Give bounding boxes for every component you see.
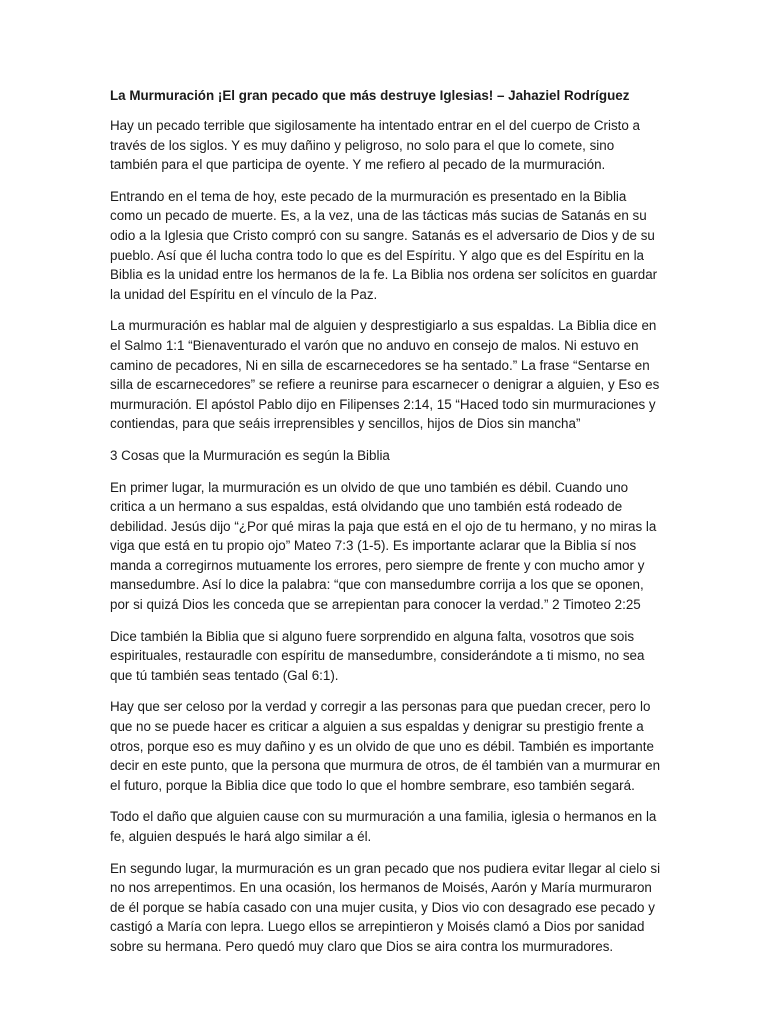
paragraph-intro: Hay un pecado terrible que sigilosamente ha intentado entrar en el del cuerpo de Cristo a través de los siglos. Y es muy dañino y peligroso, no solo para el que lo comete, sino también para el que participa de oyente. Y me refiero al pecado de la murmuración. xyxy=(110,118,641,173)
paragraph-definition: La murmuración es hablar mal de alguien y desprestigiarlo a sus espaldas. La Biblia dice en el Salmo 1:1 “Bienaventurado el varón que no anduvo en consejo de malos. Ni estuvo en camino de pecadores, Ni en silla de escarnecedores se ha sentado.” La frase “Sentarse en silla de escarnecedores” se refiere a reunirse para escarnecer o denigrar a alguien, y Eso es murmuración. El apóstol Pablo dijo en Filipenses 2:14, 15 “Haced todo sin murmuraciones y contiendas, para que seáis irreprensibles y sencillos, hijos de Dios sin mancha” xyxy=(110,318,660,432)
document-body xyxy=(110,86,662,969)
section-heading: 3 Cosas que la Murmuración es según la Biblia xyxy=(110,447,390,463)
paragraph-topic: Entrando en el tema de hoy, este pecado de la murmuración es presentado en la Biblia como un pecado de muerte. Es, a la vez, una de las tácticas más sucias de Satanás en su odio a la Iglesia que Cristo compró con su sangre. Satanás es el adversario de Dios y de su pueblo. Así que él lucha contra todo lo que es del Espíritu. Y algo que es del Espíritu en la Biblia es la unidad entre los hermanos de la fe. La Biblia nos ordena ser solícitos en guardar la unidad del Espíritu en el vínculo de la Paz. xyxy=(110,188,658,302)
paragraph-second-point: En segundo lugar, la murmuración es un gran pecado que nos pudiera evitar llegar al cielo si no nos arrepentimos. En una ocasión, los hermanos de Moisés, Aarón y María murmuraron de él porque se había casado con una mujer cusita, y Dios vio con desagrado ese pecado y castigó a María con lepra. Luego ellos se arrepintieron y Moisés clamó a Dios por sanidad sobre su hermana. Pero quedó muy claro que Dios se aira contra los murmuradores. xyxy=(110,860,661,954)
paragraph-galatians: Dice también la Biblia que si alguno fuere sorprendido en alguna falta, vosotros que sois espirituales, restauradle con espíritu de mansedumbre, considerándote a ti mismo, no sea que tú también seas tentado (Gal 6:1). xyxy=(110,628,645,683)
paragraph-zeal: Hay que ser celoso por la verdad y corregir a las personas para que puedan crecer, pero lo que no se puede hacer es criticar a alguien a sus espaldas y denigrar su prestigio frente a otros, porque eso es muy dañino y es un olvido de que uno es débil. También es importante decir en este punto, que la persona que murmura de otros, de él también van a murmurar en el futuro, porque la Biblia dice que todo lo que el hombre sembrare, eso también segará. xyxy=(110,699,661,793)
paragraph-harm: Todo el daño que alguien cause con su murmuración a una familia, iglesia o hermanos en la fe, alguien después le hará algo similar a él. xyxy=(110,809,657,844)
document-title: La Murmuración ¡El gran pecado que más destruye Iglesias! – Jahaziel Rodríguez xyxy=(110,88,630,103)
paragraph-first-point: En primer lugar, la murmuración es un olvido de que uno también es débil. Cuando uno critica a un hermano a sus espaldas, está olvidando que uno también está rodeado de debilidad. Jesús dijo “¿Por qué miras la paja que está en el ojo de tu hermano, y no miras la viga que está en tu propio ojo” Mateo 7:3 (1-5). Es importante aclarar que la Biblia sí nos manda a corregirnos mutuamente los errores, pero siempre de frente y con mucho amor y mansedumbre. Así lo dice la palabra: “que con mansedumbre corrija a los que se oponen, por si quizá Dios les conceda que se arrepientan para conocer la verdad.” 2 Timoteo 2:25 xyxy=(110,479,657,613)
